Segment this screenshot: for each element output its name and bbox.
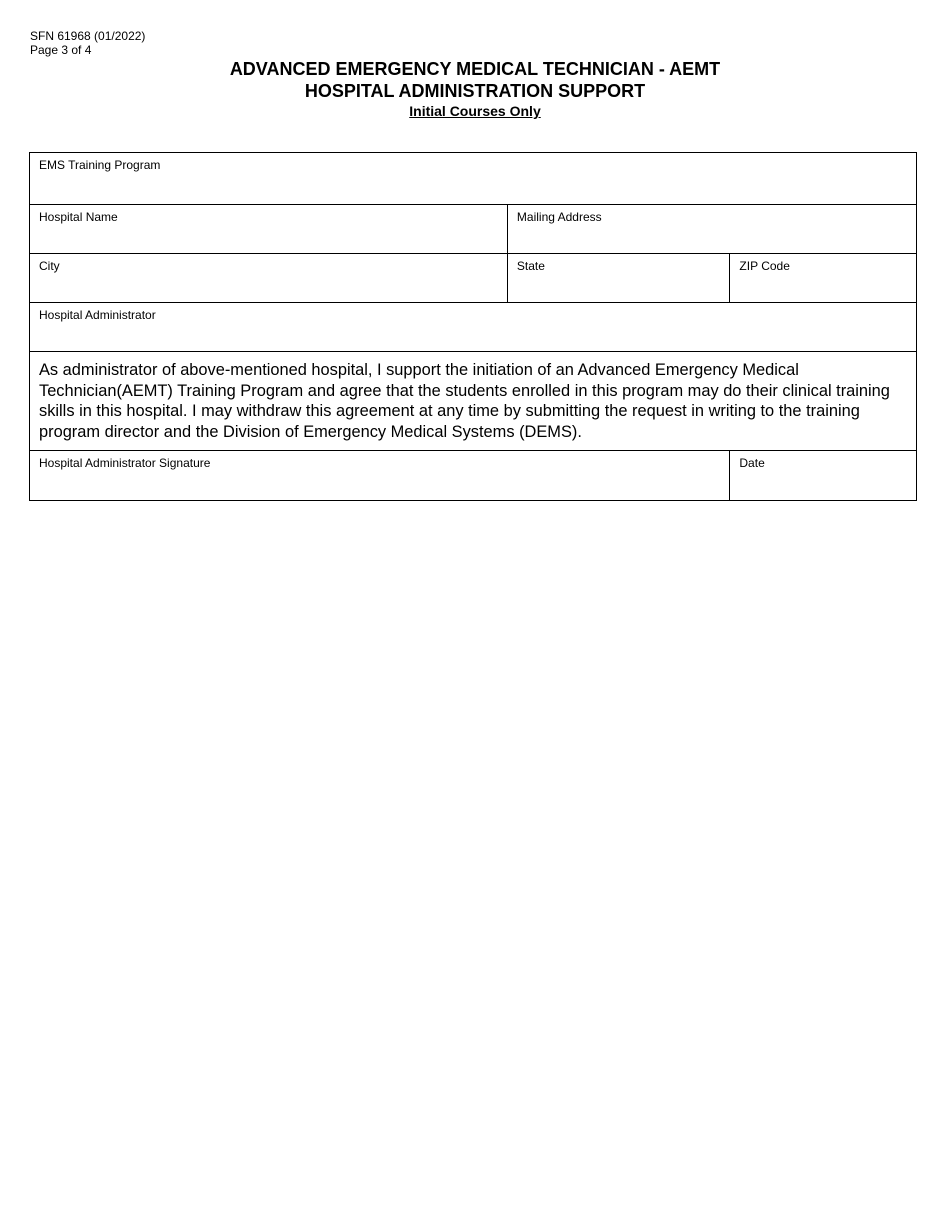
hospital-administrator-label: Hospital Administrator xyxy=(39,308,156,322)
form-row-program xyxy=(30,153,916,205)
mailing-address-field[interactable] xyxy=(507,205,916,253)
city-label: City xyxy=(39,259,60,273)
mailing-address-label: Mailing Address xyxy=(516,210,602,224)
form-row-location xyxy=(30,254,916,303)
ems-training-program-field[interactable] xyxy=(30,153,916,204)
zip-code-label: ZIP Code xyxy=(739,259,790,273)
ems-training-program-label: EMS Training Program xyxy=(39,158,161,172)
support-form xyxy=(29,152,917,501)
form-number: SFN 61968 (01/2022) xyxy=(30,29,146,43)
date-field[interactable] xyxy=(729,451,916,500)
city-field[interactable] xyxy=(30,254,507,302)
page-subtitle-heading: HOSPITAL ADMINISTRATION SUPPORT xyxy=(304,81,646,101)
administrator-signature-label: Hospital Administrator Signature xyxy=(39,456,211,470)
form-meta xyxy=(30,29,145,57)
state-field[interactable] xyxy=(507,254,730,302)
hospital-name-label: Hospital Name xyxy=(39,210,118,224)
state-label: State xyxy=(516,259,545,273)
form-row-administrator xyxy=(30,303,916,352)
form-row-signature xyxy=(30,451,916,500)
page-number: Page 3 of 4 xyxy=(30,43,92,57)
hospital-administrator-field[interactable] xyxy=(30,303,916,351)
agreement-statement: As administrator of above-mentioned hospital, I support the initiation of an Advanced Emergency Medical Technician(AEMT) Training Program and agree that the students enrolled in this program may do their clinical training skills in this hospital. I may withdraw this agreement at any time by submitting the request in writing to the training program director and the Division of Emergency Medical Systems (DEMS). xyxy=(39,361,890,441)
page-title-block xyxy=(0,58,950,120)
course-scope-note: Initial Courses Only xyxy=(409,103,541,119)
administrator-signature-field[interactable] xyxy=(30,451,729,500)
hospital-name-field[interactable] xyxy=(30,205,507,253)
zip-code-field[interactable] xyxy=(729,254,916,302)
form-row-hospital xyxy=(30,205,916,254)
date-label: Date xyxy=(739,456,765,470)
form-row-statement xyxy=(30,352,916,451)
page-title: ADVANCED EMERGENCY MEDICAL TECHNICIAN - AEMT xyxy=(229,59,721,79)
